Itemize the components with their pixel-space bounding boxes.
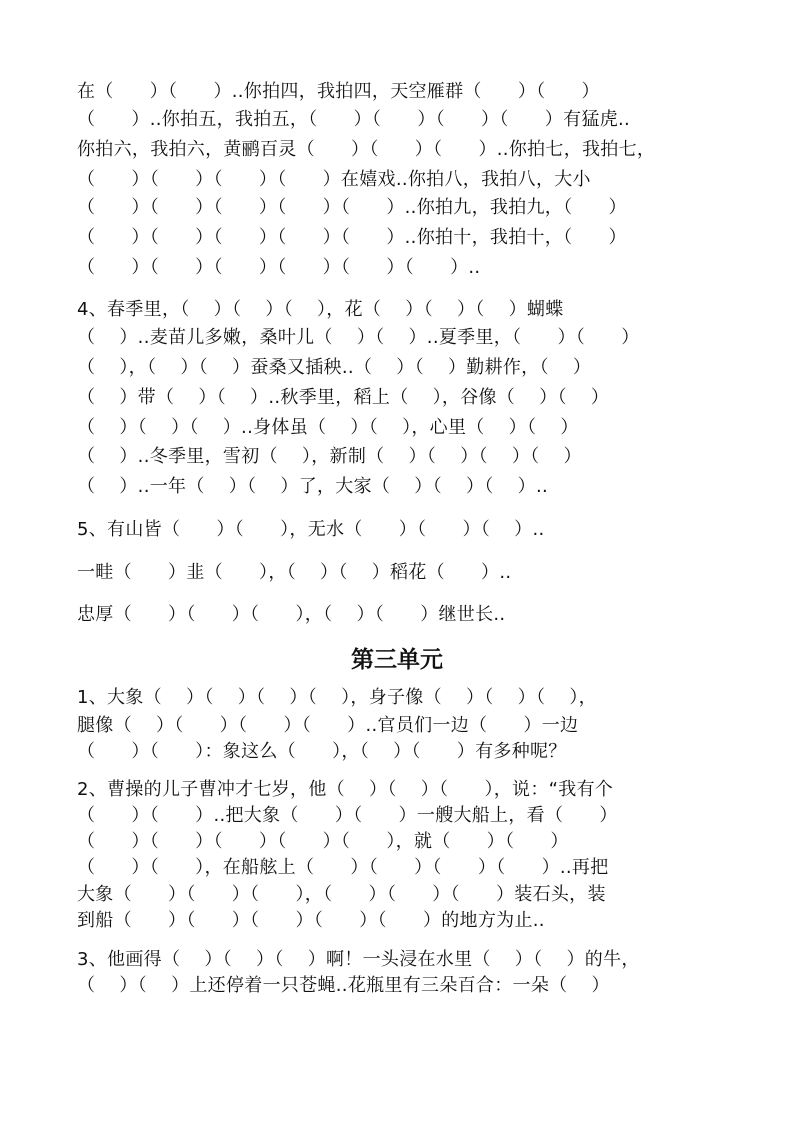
- rhyme-line-3: 你拍六，我拍六，黄鹂百灵（ ）（ ）（ ）..你拍七，我拍七，: [77, 139, 656, 160]
- q5-line-3: 忠厚（ ）（ ）（ ），（ ）（ ）继世长..: [77, 604, 506, 625]
- unit3-q2-line-6: 到船（ ）（ ）（ ）（ ）（ ）的地方为止..: [77, 910, 545, 931]
- rhyme-line-4: （ ）（ ）（ ）（ ）在嬉戏..你拍八，我拍八，大小: [77, 169, 591, 190]
- unit3-q1-line-1: 1、大象（ ）（ ）（ ）（ ），身子像（ ）（ ）（ ），: [77, 687, 597, 708]
- q4-line-7: （ ）..一年（ ）（ ）了，大家（ ）（ ）（ ）..: [77, 476, 549, 497]
- rhyme-line-1: 在（ ）（ ）..你拍四，我拍四，天空雁群（ ）（ ）: [77, 81, 600, 102]
- unit-title: 第三单元: [351, 647, 443, 673]
- rhyme-line-6: （ ）（ ）（ ）（ ）（ ）..你拍十，我拍十，（ ）: [77, 227, 627, 248]
- unit3-q2-line-1: 2、曹操的儿子曹冲才七岁，他（ ）（ ）（ ），说：“我有个: [77, 779, 614, 800]
- unit3-q2-line-2: （ ）（ ）..把大象（ ）（ ）一艘大船上，看（ ）: [77, 805, 618, 826]
- q4-line-2: （ ）..麦苗儿多嫩，桑叶儿（ ）（ ）..夏季里，（ ）（ ）: [77, 327, 640, 348]
- unit3-q2-line-3: （ ）（ ）（ ）（ ）（ ），就（ ）（ ）: [77, 831, 569, 852]
- q5-line-2: 一畦（ ）韭（ ），（ ）（ ）稻花（ ）..: [77, 562, 512, 583]
- q4-line-3: （ ），（ ）（ ）蚕桑又插秧..（ ）（ ）勤耕作，（ ）: [77, 357, 592, 378]
- q4-line-1: 4、春季里，（ ）（ ）（ ），花（ ）（ ）（ ）蝴蝶: [77, 299, 564, 320]
- unit3-q1-line-2: 腿像（ ）（ ）（ ）（ ）..官员们一边（ ）一边: [77, 715, 579, 736]
- q4-line-6: （ ）..冬季里，雪初（ ），新制（ ）（ ）（ ）（ ）: [77, 446, 582, 467]
- rhyme-line-5: （ ）（ ）（ ）（ ）（ ）..你拍九，我拍九，（ ）: [77, 197, 627, 218]
- unit3-q3-line-1: 3、他画得（ ）（ ）（ ）啊！一头浸在水里（ ）（ ）的牛，: [77, 949, 640, 970]
- unit3-q2-line-4: （ ）（ ），在船舷上（ ）（ ）（ ）（ ）..再把: [77, 857, 609, 878]
- unit3-q1-line-3: （ ）（ ）：象这么（ ），（ ）（ ）有多种呢？: [77, 741, 567, 762]
- q4-line-4: （ ）带（ ）（ ）..秋季里，稻上（ ），谷像（ ）（ ）: [77, 387, 610, 408]
- rhyme-line-7: （ ）（ ）（ ）（ ）（ ）（ ）..: [77, 257, 481, 278]
- q4-line-5: （ ）（ ）（ ）..身体虽（ ）（ ），心里（ ）（ ）: [77, 417, 579, 438]
- q5-line-1: 5、有山皆（ ）（ ），无水（ ）（ ）（ ）..: [77, 519, 545, 540]
- unit3-q3-line-2: （ ）（ ）上还停着一只苍蝇..花瓶里有三朵百合：一朵（ ）: [77, 975, 610, 996]
- unit3-q2-line-5: 大象（ ）（ ）（ ），（ ）（ ）（ ）装石头，装: [77, 884, 606, 905]
- rhyme-line-2: （ ）..你拍五，我拍五，（ ）（ ）（ ）（ ）有猛虎..: [77, 109, 631, 130]
